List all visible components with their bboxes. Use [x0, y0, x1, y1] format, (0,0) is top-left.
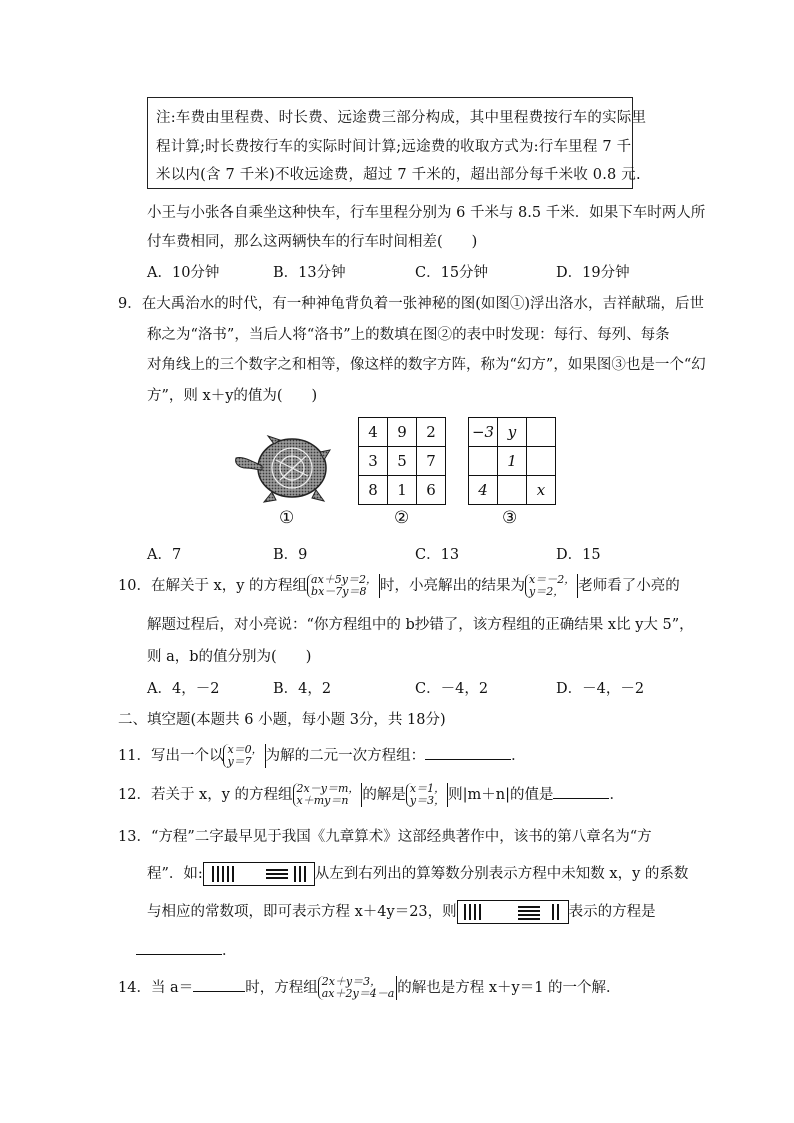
q9-line-4: 方”，则 x＋y的值为( ): [147, 388, 318, 404]
grid2-cell: 8: [359, 476, 388, 505]
q14-sys-eq1: 2x＋y＝3，: [321, 975, 382, 988]
grid2-cell: 2: [417, 418, 446, 447]
grid2-cell: 6: [417, 476, 446, 505]
q14-sys-eq2: ax＋2y＝4－a: [321, 987, 395, 1000]
q14-text-c: 的解也是方程 x＋y＝1 的一个解．: [397, 980, 621, 996]
grid3-cell: 4: [469, 476, 498, 505]
q12-text-b: 的解是: [362, 787, 406, 803]
q8-line-1: 小王与小张各自乘坐这种快车，行车里程分别为 6 千米与 8.5 千米．如果下车时两人所: [147, 205, 706, 221]
q10-option-b: B．4，2: [273, 681, 332, 697]
q12-sys1-eq1: 2x－y＝m，: [296, 782, 360, 795]
q12-sys2-eq2: y＝3，: [409, 794, 446, 807]
q10-option-a: A．4，－2: [147, 681, 220, 697]
q10-text-b: 时，小亮解出的结果为: [380, 578, 526, 594]
q13-line-4: [136, 939, 237, 960]
q10-sys1-eq1: ax＋5y＝2，: [311, 573, 378, 586]
q13-text-2a: 程”．如:: [147, 866, 203, 882]
q12-end: ．: [609, 787, 624, 803]
q8-option-a: A．10分钟: [147, 265, 220, 281]
q13-line-1: 13．“方程”二字最早见于我国《九章算术》这部经典著作中，该书的第八章名为“方: [118, 829, 652, 845]
q12-text-c: 则|m＋n|的值是: [448, 787, 554, 803]
grid3-cell: −3: [469, 418, 498, 447]
q11-sys-eq2: y＝7: [227, 755, 252, 768]
q10-system-1: [307, 574, 380, 598]
q9-option-c: C．13: [415, 547, 460, 563]
q12-text-a: 12．若关于 x，y 的方程组: [118, 787, 293, 803]
q9-option-a: A．7: [147, 547, 182, 563]
q13-text-3b: 表示的方程是: [568, 904, 656, 920]
q14-text-b: 时，方程组: [245, 980, 318, 996]
counting-rods-example: [203, 862, 315, 886]
q10-text-c: 老师看了小亮的: [578, 578, 680, 594]
q13-line-2: [147, 862, 688, 886]
q10-sys2-eq1: x＝－2，: [529, 573, 576, 586]
tortoise-figure: [232, 430, 338, 504]
q13-end: ．: [222, 943, 237, 959]
figure-label-1: ①: [279, 508, 295, 528]
q9-option-d: D．15: [556, 547, 601, 563]
q14-text-a: 14．当 a＝: [118, 980, 194, 996]
note-line-1: 注:车费由里程费、时长费、远途费三部分构成，其中里程费按行车的实际里: [156, 110, 647, 126]
q10-system-2: [525, 574, 578, 598]
counting-rods-question: [457, 900, 569, 924]
grid3-cell: y: [498, 418, 527, 447]
q8-option-c: C．15分钟: [415, 265, 489, 281]
magic-square-2: [358, 417, 446, 505]
q11-sys-eq1: x＝0，: [227, 743, 263, 756]
grid2-cell: 3: [359, 447, 388, 476]
q9-line-2: 称之为“洛书”，当后人将“洛书”上的数填在图②的表中时发现：每行、每列、每条: [147, 327, 670, 343]
q10-sys2-eq2: y＝2，: [529, 585, 565, 598]
grid3-cell: [498, 476, 527, 505]
grid2-cell: 1: [388, 476, 417, 505]
q11-answer-blank[interactable]: [425, 745, 511, 760]
q11-system: [223, 744, 265, 768]
q12-answer-blank[interactable]: [553, 784, 609, 799]
grid3-cell: [527, 447, 556, 476]
grid3-cell: x: [527, 476, 556, 505]
grid2-cell: 7: [417, 447, 446, 476]
q14-system: [318, 976, 398, 1000]
q9-line-3: 对角线上的三个数字之和相等，像这样的数字方阵，称为“幻方”，如果图③也是一个“幻: [147, 357, 706, 373]
q9-option-b: B．9: [273, 547, 308, 563]
grid3-cell: [527, 418, 556, 447]
q10-sys1-eq2: bx－7y＝8: [311, 585, 367, 598]
q13-line-3: [147, 900, 656, 924]
q10-option-d: D．－4，－2: [556, 681, 645, 697]
figure-label-2: ②: [394, 508, 410, 528]
q8-option-d: D．19分钟: [556, 265, 630, 281]
figure-label-3: ③: [502, 508, 518, 528]
q12-sys1-eq2: x＋my＝n: [296, 794, 349, 807]
q11-text-a: 11．写出一个以: [118, 748, 224, 764]
q10-line-3: 则 a，b的值分别为( ): [147, 649, 312, 665]
q10-line-2: 解题过程后，对小亮说：“你方程组中的 b抄错了，该方程组的正确结果 x比 y大 5”，: [147, 617, 694, 633]
grid3-cell: [469, 447, 498, 476]
note-line-3: 米以内(含 7 千米)不收远途费，超过 7 千米的，超出部分每千米收 0.8 元.: [156, 167, 641, 183]
q14-line: [118, 976, 621, 1000]
q10-text-a: 10．在解关于 x，y 的方程组: [118, 578, 308, 594]
q13-text-2b: 从左到右列出的算筹数分别表示方程中未知数 x，y 的系数: [314, 866, 689, 882]
section-2-title: 二、填空题(本题共 6 小题，每小题 3分，共 18分): [118, 712, 446, 728]
q12-system-1: [293, 783, 363, 807]
note-box: [147, 97, 647, 189]
grid2-cell: 5: [388, 447, 417, 476]
q11-end: ．: [511, 748, 526, 764]
q10-option-c: C．－4，2: [415, 681, 489, 697]
q10-line-1: [118, 574, 680, 598]
grid3-cell: 1: [498, 447, 527, 476]
q9-line-1: 9．在大禹治水的时代，有一种神龟背负着一张神秘的图(如图①)浮出洛水，吉祥献瑞，后世: [118, 296, 705, 312]
note-line-2: 程计算;时长费按行车的实际时间计算;远途费的收取方式为:行车里程 7 千: [156, 139, 632, 155]
q13-text-3a: 与相应的常数项，即可表示方程 x＋4y＝23，则: [147, 904, 457, 920]
grid2-cell: 4: [359, 418, 388, 447]
grid2-cell: 9: [388, 418, 417, 447]
q8-option-b: B．13分钟: [273, 265, 346, 281]
q11-text-b: 为解的二元一次方程组：: [265, 748, 426, 764]
q8-line-2: 付车费相同，那么这两辆快车的行车时间相差( ): [147, 234, 478, 250]
q14-answer-blank[interactable]: [193, 977, 245, 992]
magic-square-3: [468, 417, 556, 505]
q12-line: [118, 783, 624, 807]
q11-line: [118, 744, 526, 768]
q13-answer-blank[interactable]: [136, 940, 222, 955]
q12-system-2: [406, 783, 448, 807]
q12-sys2-eq1: x＝1，: [409, 782, 446, 795]
